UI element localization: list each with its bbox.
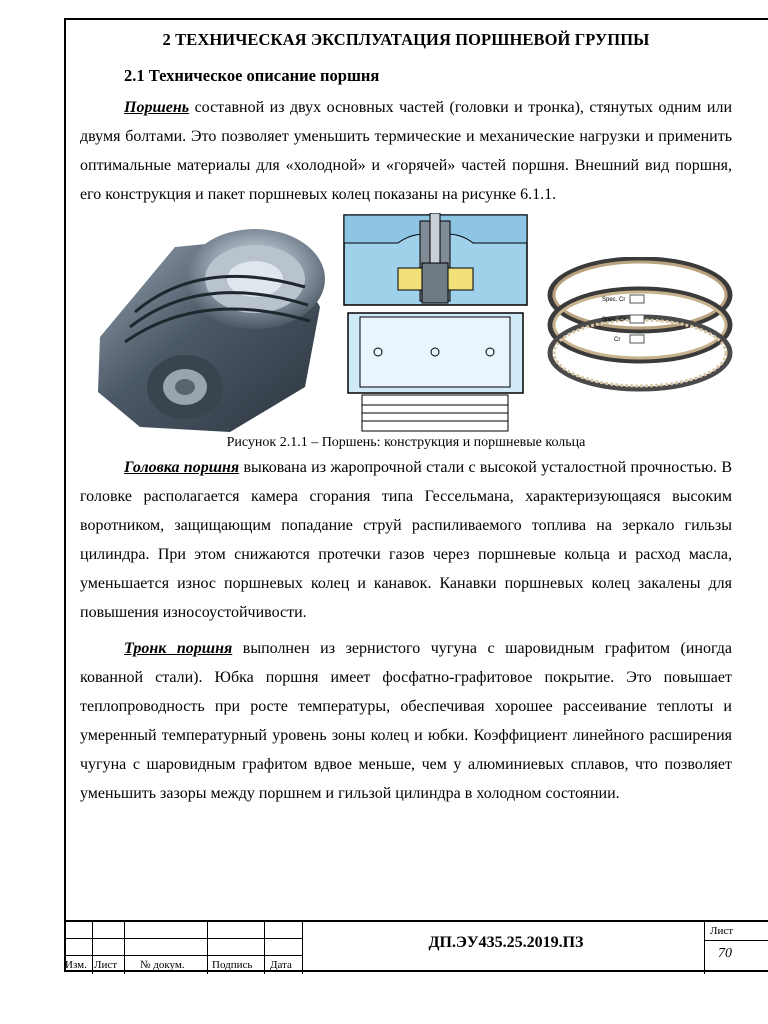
ring-label-3: Cr (614, 337, 621, 343)
figure-piston (80, 217, 732, 437)
figure-caption: Рисунок 2.1.1 – Поршень: конструкция и поршневые кольца (226, 435, 586, 450)
paragraph-piston-skirt (80, 634, 732, 808)
col-izm: Изм. (65, 959, 87, 971)
title-block (64, 920, 768, 974)
col-list: Лист (94, 959, 118, 971)
paragraph-piston-head-text: выкована из жаропрочной стали с высокой усталостной прочностью. В головке располагается камера сгорания типа Гессельмана, характеризующаяся высоким воротником, защищающим попадание струй распиливаемого топлива на зеркало гильзы цилиндра. При этом снижаются протечки газов через поршневые кольца и расход масла, уменьшается износ поршневых колец и канавок. Канавки поршневых колец закалены для повышения износоустойчивости. (80, 459, 733, 621)
paragraph-piston-skirt-text: выполнен из зернистого чугуна с шаровидным графитом (иногда кованной стали). Юбка поршня имеет фосфатно-графитовое покрытие. Это повышает теплопроводность при росте температуры, обеспечивая хорошее рассеивание теплоты и умеренный температурный уровень зоны колец и юбки. Коэффициент линейного расширения чугуна с шаровидным графитом вдвое меньше, чем у алюминиевых сплавов, что позволяет уменьшить зазоры между поршнем и гильзой цилиндра в холодном состоянии. (80, 640, 732, 802)
piston-rings-photo (546, 257, 734, 392)
sheet-label: Лист (710, 925, 734, 937)
col-date: Дата (270, 959, 292, 971)
paragraph-piston (80, 93, 732, 209)
chapter-heading: 2 ТЕХНИЧЕСКАЯ ЭКСПЛУАТАЦИЯ ПОРШНЕВОЙ ГРУППЫ (162, 30, 650, 49)
section-heading: 2.1 Техническое описание поршня (124, 66, 380, 85)
col-doc-number: № докум. (140, 959, 185, 971)
term-piston: Поршень (124, 99, 190, 116)
document-code: ДП.ЭУ435.25.2019.ПЗ (428, 934, 584, 951)
term-piston-skirt: Тронк поршня (124, 640, 233, 657)
term-piston-head: Головка поршня (124, 459, 240, 476)
document-body (80, 30, 732, 808)
col-signature: Подпись (212, 959, 253, 971)
ring-label-1: Spec. Cr (602, 297, 626, 303)
ring-label-2: Spec. Cr (602, 317, 626, 323)
sheet-number: 70 (718, 946, 732, 961)
piston-cross-section (338, 213, 533, 435)
piston-photo (80, 217, 325, 435)
paragraph-piston-text: составной из двух основных частей (головки и тронка), стянутых одним или двумя болтами. Это позволяет уменьшить термические и механические нагрузки и применить оптимальные материалы для «холодной» и «горячей» частей поршня. Внешний вид поршня, его конструкция и пакет поршневых колец показаны на рисунке 6.1.1. (80, 99, 732, 203)
paragraph-piston-head (80, 453, 732, 627)
